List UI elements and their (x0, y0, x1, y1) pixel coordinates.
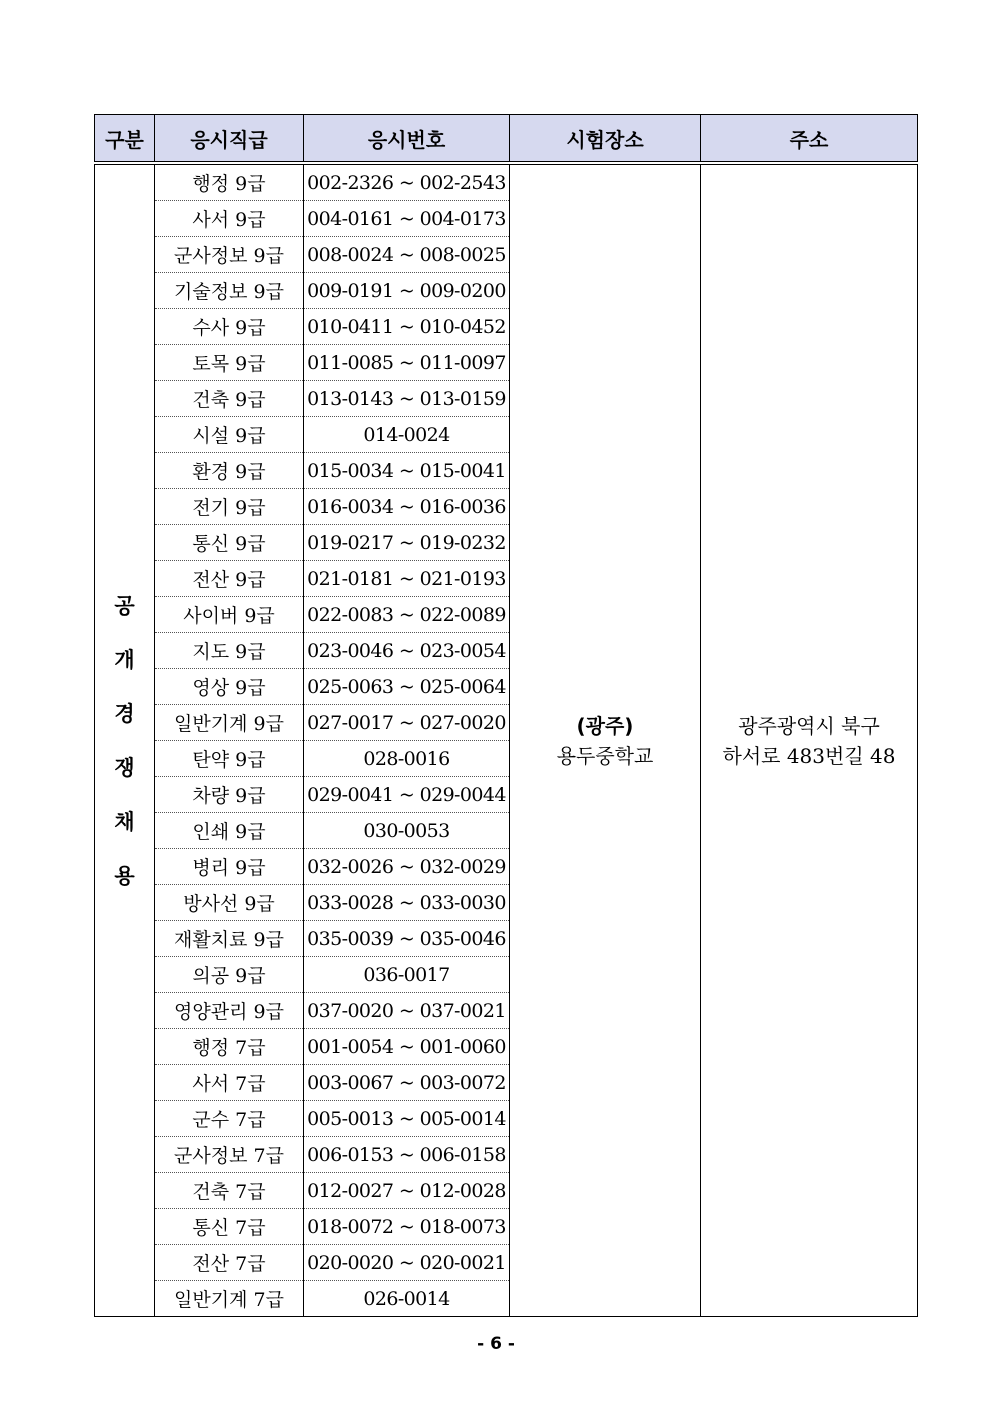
category-char: 개 (114, 647, 135, 672)
grade-cell: 사서 9급 (155, 201, 304, 237)
exam-number-cell: 036-0017 (304, 957, 510, 993)
exam-number-cell: 013-0143 ~ 013-0159 (304, 381, 510, 417)
grade-cell: 인쇄 9급 (155, 813, 304, 849)
exam-number-cell: 018-0072 ~ 018-0073 (304, 1209, 510, 1245)
exam-number-cell: 035-0039 ~ 035-0046 (304, 921, 510, 957)
grade-cell: 사서 7급 (155, 1065, 304, 1101)
grade-cell: 지도 9급 (155, 633, 304, 669)
category-char: 경 (114, 701, 135, 726)
grade-cell: 군사정보 9급 (155, 237, 304, 273)
exam-number-cell: 032-0026 ~ 032-0029 (304, 849, 510, 885)
exam-number-cell: 022-0083 ~ 022-0089 (304, 597, 510, 633)
grade-cell: 일반기계 9급 (155, 705, 304, 741)
grade-cell: 행정 9급 (155, 163, 304, 201)
grade-cell: 병리 9급 (155, 849, 304, 885)
exam-number-cell: 015-0034 ~ 015-0041 (304, 453, 510, 489)
grade-cell: 건축 9급 (155, 381, 304, 417)
grade-cell: 통신 7급 (155, 1209, 304, 1245)
venue-cell (510, 163, 701, 1317)
grade-cell: 시설 9급 (155, 417, 304, 453)
exam-venue-table (94, 114, 918, 1317)
grade-cell: 의공 9급 (155, 957, 304, 993)
grade-cell: 영상 9급 (155, 669, 304, 705)
grade-cell: 기술정보 9급 (155, 273, 304, 309)
exam-number-cell: 025-0063 ~ 025-0064 (304, 669, 510, 705)
grade-cell: 건축 7급 (155, 1173, 304, 1209)
exam-number-cell: 009-0191 ~ 009-0200 (304, 273, 510, 309)
exam-number-cell: 012-0027 ~ 012-0028 (304, 1173, 510, 1209)
address-line1: 광주광역시 북구 (738, 713, 880, 738)
category-cell (95, 163, 155, 1317)
category-char: 채 (114, 809, 135, 834)
grade-cell: 군수 7급 (155, 1101, 304, 1137)
exam-number-cell: 023-0046 ~ 023-0054 (304, 633, 510, 669)
exam-number-cell: 028-0016 (304, 741, 510, 777)
category-char: 쟁 (114, 755, 135, 780)
grade-cell: 수사 9급 (155, 309, 304, 345)
header-exam-number: 응시번호 (304, 115, 510, 164)
grade-cell: 전산 9급 (155, 561, 304, 597)
category-char: 공 (114, 593, 135, 618)
header-grade: 응시직급 (155, 115, 304, 164)
exam-number-cell: 004-0161 ~ 004-0173 (304, 201, 510, 237)
venue-region: (광주) (576, 713, 634, 738)
grade-cell: 전산 7급 (155, 1245, 304, 1281)
exam-number-cell: 011-0085 ~ 011-0097 (304, 345, 510, 381)
exam-number-cell: 016-0034 ~ 016-0036 (304, 489, 510, 525)
exam-number-cell: 026-0014 (304, 1281, 510, 1317)
header-category: 구분 (95, 115, 155, 164)
grade-cell: 탄약 9급 (155, 741, 304, 777)
table-header-row (95, 115, 918, 164)
exam-number-cell: 037-0020 ~ 037-0021 (304, 993, 510, 1029)
venue-name: 용두중학교 (556, 743, 654, 768)
exam-number-cell: 019-0217 ~ 019-0232 (304, 525, 510, 561)
address-line2: 하서로 483번길 48 (722, 743, 896, 768)
exam-number-cell: 005-0013 ~ 005-0014 (304, 1101, 510, 1137)
exam-number-cell: 002-2326 ~ 002-2543 (304, 163, 510, 201)
exam-number-cell: 027-0017 ~ 027-0020 (304, 705, 510, 741)
grade-cell: 전기 9급 (155, 489, 304, 525)
exam-number-cell: 021-0181 ~ 021-0193 (304, 561, 510, 597)
exam-number-cell: 020-0020 ~ 020-0021 (304, 1245, 510, 1281)
grade-cell: 환경 9급 (155, 453, 304, 489)
address-cell (701, 163, 918, 1317)
exam-number-cell: 030-0053 (304, 813, 510, 849)
header-address: 주소 (701, 115, 918, 164)
table-row (95, 163, 918, 201)
exam-number-cell: 001-0054 ~ 001-0060 (304, 1029, 510, 1065)
grade-cell: 사이버 9급 (155, 597, 304, 633)
grade-cell: 방사선 9급 (155, 885, 304, 921)
grade-cell: 일반기계 7급 (155, 1281, 304, 1317)
grade-cell: 군사정보 7급 (155, 1137, 304, 1173)
exam-number-cell: 008-0024 ~ 008-0025 (304, 237, 510, 273)
category-char: 용 (114, 863, 135, 888)
grade-cell: 통신 9급 (155, 525, 304, 561)
grade-cell: 영양관리 9급 (155, 993, 304, 1029)
grade-cell: 행정 7급 (155, 1029, 304, 1065)
grade-cell: 차량 9급 (155, 777, 304, 813)
exam-number-cell: 029-0041 ~ 029-0044 (304, 777, 510, 813)
exam-number-cell: 006-0153 ~ 006-0158 (304, 1137, 510, 1173)
exam-number-cell: 033-0028 ~ 033-0030 (304, 885, 510, 921)
table-body (95, 163, 918, 1317)
page-number: - 6 - (477, 1334, 515, 1354)
exam-number-cell: 014-0024 (304, 417, 510, 453)
exam-number-cell: 003-0067 ~ 003-0072 (304, 1065, 510, 1101)
header-venue: 시험장소 (510, 115, 701, 164)
grade-cell: 재활치료 9급 (155, 921, 304, 957)
grade-cell: 토목 9급 (155, 345, 304, 381)
exam-number-cell: 010-0411 ~ 010-0452 (304, 309, 510, 345)
